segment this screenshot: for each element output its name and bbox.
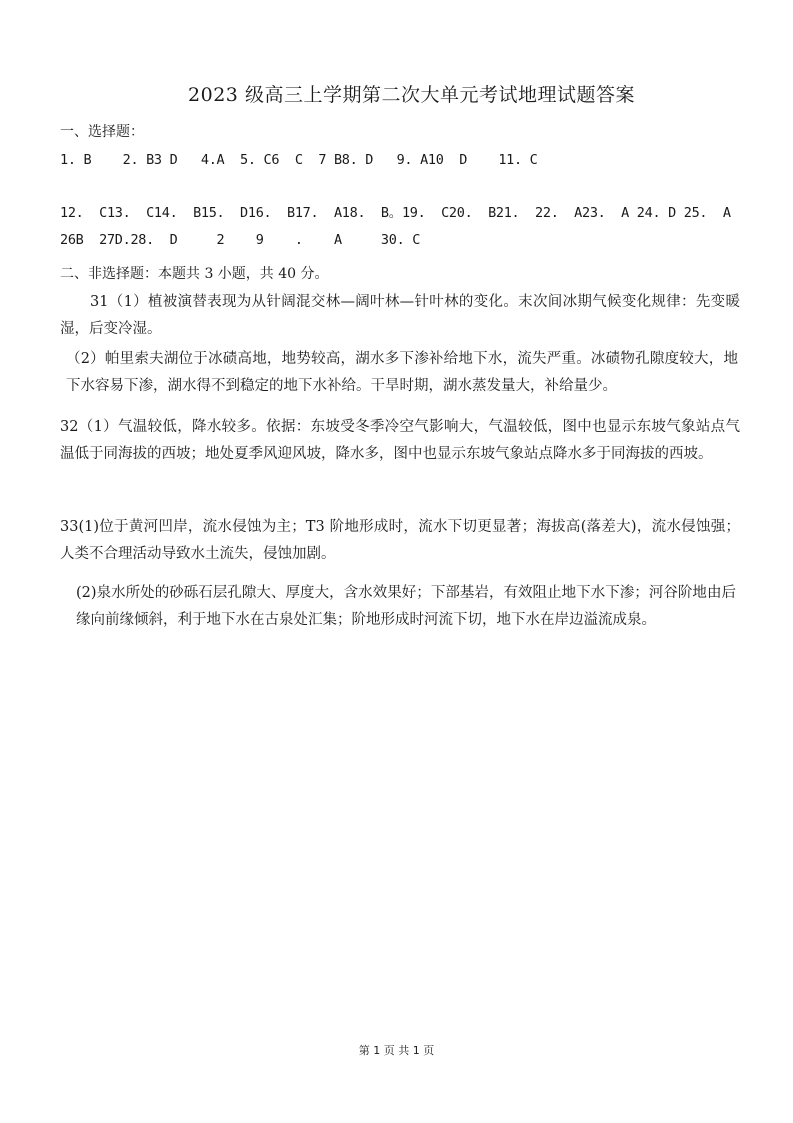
answer-31-part-1: 31（1）植被演替表现为从针阔混交林—阔叶林—针叶林的变化。末次间冰期气候变化规律：先变暖湿，后变冷湿。 (60, 294, 740, 337)
answer-32-part-1: 32（1）气温较低，降水较多。依据：东坡受冬季冷空气影响大，气温较低，图中也显示东坡气象站点气温低于同海拔的西坡；地处夏季风迎风坡，降水多，图中也显示东坡气象站点降水多于同海拔的西坡。 (60, 419, 740, 462)
section-2-heading: 二、非选择题：本题共 3 小题，共 40 分。 (60, 266, 329, 282)
answer-33-part-1: 33(1)位于黄河凹岸，流水侵蚀为主；T3 阶地形成时，流水下切更显著；海拔高(落差大)，流水侵蚀强；人类不合理活动导致水土流失，侵蚀加剧。 (60, 519, 740, 562)
document-title: 2023 级高三上学期第二次大单元考试地理试题答案 (188, 84, 635, 106)
mc-answers-line-3: 26B 27D.28. D 2 9 . A 30. C (60, 232, 421, 248)
answer-33-part-2: (2)泉水所处的砂砾石层孔隙大、厚度大，含水效果好；下部基岩，有效阻止地下水下渗；河谷阶地由后缘向前缘倾斜，利于地下水在古泉处汇集；阶地形成时河流下切，地下水在岸边溢流成泉。 (76, 585, 736, 628)
page-footer: 第 1 页 共 1 页 (358, 1044, 435, 1057)
mc-answers-line-2: 12. C13. C14. B15. D16. B17. A18. B。19. C20. B21. 22. A23. A 24. D 25. A (60, 205, 731, 221)
section-1-heading: 一、选择题： (60, 124, 144, 140)
answer-31-part-2: （2）帕里索夫湖位于冰碛高地，地势较高，湖水多下渗补给地下水，流失严重。冰碛物孔隙度较大，地下水容易下渗，湖水得不到稳定的地下水补给。干旱时期，湖水蒸发量大，补给量少。 (66, 351, 738, 394)
mc-answers-line-1: 1. B 2. B3 D 4.A 5. C6 C 7 B8. D 9. A10 D 11. C (60, 152, 538, 168)
